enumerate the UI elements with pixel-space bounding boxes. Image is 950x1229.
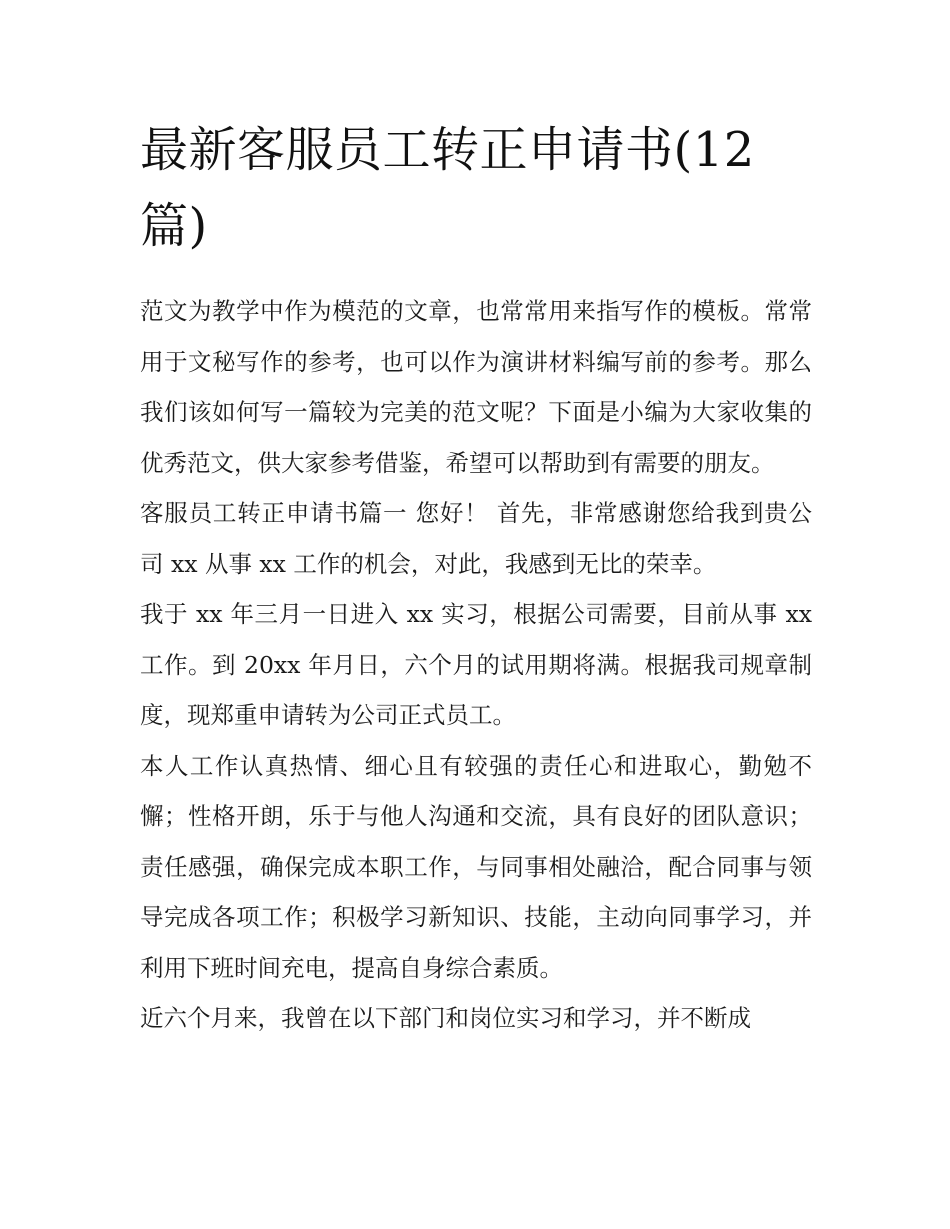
document-title xyxy=(140,112,812,264)
paragraph-internship: 我于 xx 年三月一日进入 xx 实习，根据公司需要，目前从事 xx 工作。到 20xx 年月日，六个月的试用期将满。根据我司规章制度，现郑重申请转为公司正式员工。 xyxy=(140,600,812,729)
title-end-text: 篇) xyxy=(140,198,208,254)
title-main-text: 最新客服员工转正申请书(12 xyxy=(140,122,755,178)
paragraph-departments: 近六个月来，我曾在以下部门和岗位实习和学习，并不断成 xyxy=(140,1004,751,1032)
paragraph-intro: 范文为教学中作为模范的文章，也常常用来指写作的模板。常常用于文秘写作的参考，也可以作为演讲材料编写前的参考。那么我们该如何写一篇较为完美的范文呢？下面是小编为大家收集的优秀范文，供大家参考借鉴，希望可以帮助到有需要的朋友。 xyxy=(140,297,812,477)
paragraph-greeting: 客服员工转正申请书篇一 您好！ 首先，非常感谢您给我到贵公司 xx 从事 xx 工作的机会，对此，我感到无比的荣幸。 xyxy=(140,499,812,578)
paragraph-self-evaluation: 本人工作认真热情、细心且有较强的责任心和进取心，勤勉不懈；性格开朗，乐于与他人沟通和交流，具有良好的团队意识；责任感强，确保完成本职工作，与同事相处融洽，配合同事与领导完成各项工作；积极学习新知识、技能，主动向同事学习，并利用下班时间充电，提高自身综合素质。 xyxy=(140,751,812,982)
